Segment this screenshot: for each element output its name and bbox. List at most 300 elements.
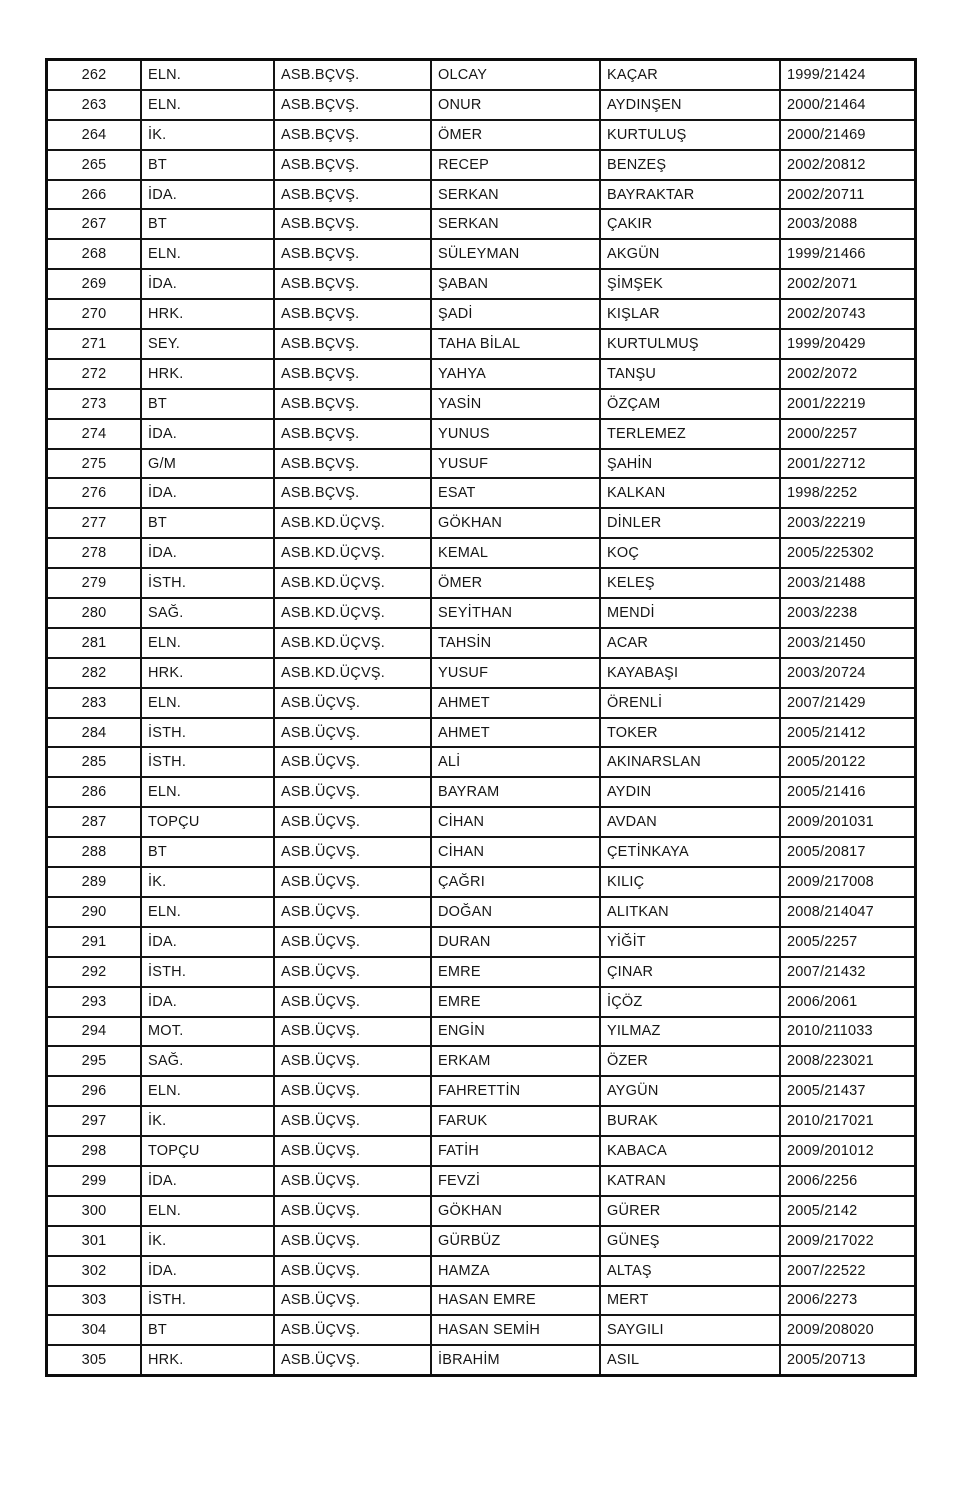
rank-cell: ASB.KD.ÜÇVŞ. (274, 568, 431, 598)
registry-number-cell: 2002/2071 (780, 269, 916, 299)
row-number-cell: 283 (47, 688, 142, 718)
row-number-cell: 287 (47, 807, 142, 837)
rank-cell: ASB.ÜÇVŞ. (274, 1166, 431, 1196)
first-name-cell: ÇAĞRI (431, 867, 600, 897)
first-name-cell: ÖMER (431, 568, 600, 598)
branch-cell: İK. (141, 120, 274, 150)
table-row (47, 239, 916, 269)
last-name-cell: KAYABAŞI (600, 658, 780, 688)
row-number-cell: 300 (47, 1196, 142, 1226)
table-row (47, 897, 916, 927)
registry-number-cell: 2001/22219 (780, 389, 916, 419)
rank-cell: ASB.KD.ÜÇVŞ. (274, 598, 431, 628)
rank-cell: ASB.KD.ÜÇVŞ. (274, 658, 431, 688)
personnel-table (45, 58, 917, 1377)
last-name-cell: AYGÜN (600, 1076, 780, 1106)
registry-number-cell: 2010/211033 (780, 1017, 916, 1047)
table-row (47, 628, 916, 658)
first-name-cell: HASAN EMRE (431, 1286, 600, 1316)
rank-cell: ASB.BÇVŞ. (274, 150, 431, 180)
row-number-cell: 271 (47, 329, 142, 359)
table-row (47, 1345, 916, 1375)
registry-number-cell: 2009/217008 (780, 867, 916, 897)
table-row (47, 658, 916, 688)
registry-number-cell: 2005/20817 (780, 837, 916, 867)
rank-cell: ASB.ÜÇVŞ. (274, 777, 431, 807)
table-body (47, 60, 916, 1376)
rank-cell: ASB.BÇVŞ. (274, 478, 431, 508)
table-row (47, 419, 916, 449)
table-row (47, 1286, 916, 1316)
first-name-cell: SEYİTHAN (431, 598, 600, 628)
first-name-cell: FEVZİ (431, 1166, 600, 1196)
branch-cell: TOPÇU (141, 807, 274, 837)
branch-cell: İDA. (141, 419, 274, 449)
table-row (47, 747, 916, 777)
branch-cell: HRK. (141, 359, 274, 389)
row-number-cell: 298 (47, 1136, 142, 1166)
last-name-cell: KATRAN (600, 1166, 780, 1196)
row-number-cell: 302 (47, 1256, 142, 1286)
last-name-cell: TERLEMEZ (600, 419, 780, 449)
row-number-cell: 269 (47, 269, 142, 299)
registry-number-cell: 2002/20711 (780, 180, 916, 210)
last-name-cell: ÇETİNKAYA (600, 837, 780, 867)
rank-cell: ASB.ÜÇVŞ. (274, 837, 431, 867)
registry-number-cell: 2009/208020 (780, 1315, 916, 1345)
first-name-cell: HASAN SEMİH (431, 1315, 600, 1345)
branch-cell: İSTH. (141, 747, 274, 777)
table-row (47, 1256, 916, 1286)
branch-cell: ELN. (141, 239, 274, 269)
branch-cell: HRK. (141, 658, 274, 688)
table-row (47, 1076, 916, 1106)
first-name-cell: YUNUS (431, 419, 600, 449)
registry-number-cell: 2002/20812 (780, 150, 916, 180)
last-name-cell: KILIÇ (600, 867, 780, 897)
rank-cell: ASB.ÜÇVŞ. (274, 1046, 431, 1076)
first-name-cell: ENGİN (431, 1017, 600, 1047)
row-number-cell: 292 (47, 957, 142, 987)
rank-cell: ASB.BÇVŞ. (274, 180, 431, 210)
first-name-cell: DOĞAN (431, 897, 600, 927)
rank-cell: ASB.BÇVŞ. (274, 239, 431, 269)
table-row (47, 1315, 916, 1345)
branch-cell: HRK. (141, 299, 274, 329)
row-number-cell: 305 (47, 1345, 142, 1375)
table-row (47, 389, 916, 419)
branch-cell: İK. (141, 867, 274, 897)
registry-number-cell: 2003/20724 (780, 658, 916, 688)
row-number-cell: 268 (47, 239, 142, 269)
registry-number-cell: 2007/22522 (780, 1256, 916, 1286)
first-name-cell: YAHYA (431, 359, 600, 389)
row-number-cell: 284 (47, 718, 142, 748)
last-name-cell: İÇÖZ (600, 987, 780, 1017)
registry-number-cell: 2005/20122 (780, 747, 916, 777)
rank-cell: ASB.BÇVŞ. (274, 90, 431, 120)
rank-cell: ASB.ÜÇVŞ. (274, 1226, 431, 1256)
registry-number-cell: 2002/2072 (780, 359, 916, 389)
registry-number-cell: 2000/21464 (780, 90, 916, 120)
first-name-cell: HAMZA (431, 1256, 600, 1286)
rank-cell: ASB.BÇVŞ. (274, 449, 431, 479)
table-row (47, 299, 916, 329)
row-number-cell: 277 (47, 508, 142, 538)
table-row (47, 688, 916, 718)
first-name-cell: DURAN (431, 927, 600, 957)
last-name-cell: BURAK (600, 1106, 780, 1136)
first-name-cell: EMRE (431, 987, 600, 1017)
row-number-cell: 272 (47, 359, 142, 389)
registry-number-cell: 1999/21424 (780, 60, 916, 90)
rank-cell: ASB.ÜÇVŞ. (274, 1286, 431, 1316)
row-number-cell: 275 (47, 449, 142, 479)
first-name-cell: AHMET (431, 688, 600, 718)
row-number-cell: 299 (47, 1166, 142, 1196)
table-row (47, 478, 916, 508)
branch-cell: İSTH. (141, 718, 274, 748)
row-number-cell: 279 (47, 568, 142, 598)
branch-cell: ELN. (141, 628, 274, 658)
last-name-cell: BAYRAKTAR (600, 180, 780, 210)
registry-number-cell: 2009/217022 (780, 1226, 916, 1256)
last-name-cell: YİĞİT (600, 927, 780, 957)
table-row (47, 1017, 916, 1047)
row-number-cell: 282 (47, 658, 142, 688)
branch-cell: İDA. (141, 538, 274, 568)
last-name-cell: ŞİMŞEK (600, 269, 780, 299)
registry-number-cell: 1999/20429 (780, 329, 916, 359)
registry-number-cell: 2005/21416 (780, 777, 916, 807)
table-row (47, 837, 916, 867)
rank-cell: ASB.ÜÇVŞ. (274, 1136, 431, 1166)
registry-number-cell: 2007/21432 (780, 957, 916, 987)
table-row (47, 449, 916, 479)
row-number-cell: 294 (47, 1017, 142, 1047)
table-row (47, 718, 916, 748)
first-name-cell: FAHRETTİN (431, 1076, 600, 1106)
table-row (47, 269, 916, 299)
first-name-cell: YASİN (431, 389, 600, 419)
rank-cell: ASB.BÇVŞ. (274, 329, 431, 359)
row-number-cell: 273 (47, 389, 142, 419)
first-name-cell: ESAT (431, 478, 600, 508)
branch-cell: BT (141, 508, 274, 538)
row-number-cell: 267 (47, 209, 142, 239)
last-name-cell: YILMAZ (600, 1017, 780, 1047)
rank-cell: ASB.ÜÇVŞ. (274, 718, 431, 748)
row-number-cell: 291 (47, 927, 142, 957)
first-name-cell: AHMET (431, 718, 600, 748)
branch-cell: MOT. (141, 1017, 274, 1047)
branch-cell: ELN. (141, 688, 274, 718)
last-name-cell: ASIL (600, 1345, 780, 1375)
last-name-cell: ACAR (600, 628, 780, 658)
rank-cell: ASB.BÇVŞ. (274, 389, 431, 419)
row-number-cell: 263 (47, 90, 142, 120)
registry-number-cell: 2003/21450 (780, 628, 916, 658)
row-number-cell: 264 (47, 120, 142, 150)
table-row (47, 1106, 916, 1136)
branch-cell: ELN. (141, 60, 274, 90)
branch-cell: ELN. (141, 1076, 274, 1106)
registry-number-cell: 2000/21469 (780, 120, 916, 150)
last-name-cell: KAÇAR (600, 60, 780, 90)
branch-cell: BT (141, 837, 274, 867)
rank-cell: ASB.ÜÇVŞ. (274, 957, 431, 987)
row-number-cell: 266 (47, 180, 142, 210)
last-name-cell: TANŞU (600, 359, 780, 389)
branch-cell: HRK. (141, 1345, 274, 1375)
rank-cell: ASB.ÜÇVŞ. (274, 1196, 431, 1226)
last-name-cell: DİNLER (600, 508, 780, 538)
registry-number-cell: 2008/214047 (780, 897, 916, 927)
first-name-cell: YUSUF (431, 658, 600, 688)
table-row (47, 1046, 916, 1076)
table-row (47, 867, 916, 897)
rank-cell: ASB.ÜÇVŞ. (274, 1315, 431, 1345)
first-name-cell: FATİH (431, 1136, 600, 1166)
registry-number-cell: 2003/21488 (780, 568, 916, 598)
table-row (47, 987, 916, 1017)
first-name-cell: OLCAY (431, 60, 600, 90)
first-name-cell: CİHAN (431, 837, 600, 867)
branch-cell: İDA. (141, 1166, 274, 1196)
last-name-cell: ALITKAN (600, 897, 780, 927)
rank-cell: ASB.ÜÇVŞ. (274, 1106, 431, 1136)
table-row (47, 508, 916, 538)
last-name-cell: KALKAN (600, 478, 780, 508)
last-name-cell: KABACA (600, 1136, 780, 1166)
row-number-cell: 301 (47, 1226, 142, 1256)
last-name-cell: KOÇ (600, 538, 780, 568)
first-name-cell: YUSUF (431, 449, 600, 479)
last-name-cell: SAYGILI (600, 1315, 780, 1345)
registry-number-cell: 2002/20743 (780, 299, 916, 329)
registry-number-cell: 2005/21412 (780, 718, 916, 748)
table-row (47, 209, 916, 239)
first-name-cell: ALİ (431, 747, 600, 777)
last-name-cell: ÇAKIR (600, 209, 780, 239)
rank-cell: ASB.ÜÇVŞ. (274, 807, 431, 837)
table-row (47, 120, 916, 150)
first-name-cell: CİHAN (431, 807, 600, 837)
rank-cell: ASB.ÜÇVŞ. (274, 1256, 431, 1286)
table-row (47, 598, 916, 628)
registry-number-cell: 2005/20713 (780, 1345, 916, 1375)
registry-number-cell: 2009/201012 (780, 1136, 916, 1166)
first-name-cell: ŞABAN (431, 269, 600, 299)
registry-number-cell: 2006/2273 (780, 1286, 916, 1316)
rank-cell: ASB.ÜÇVŞ. (274, 987, 431, 1017)
rank-cell: ASB.ÜÇVŞ. (274, 688, 431, 718)
last-name-cell: ÖRENLİ (600, 688, 780, 718)
last-name-cell: AKGÜN (600, 239, 780, 269)
first-name-cell: GÖKHAN (431, 1196, 600, 1226)
registry-number-cell: 2006/2256 (780, 1166, 916, 1196)
table-row (47, 1226, 916, 1256)
row-number-cell: 281 (47, 628, 142, 658)
rank-cell: ASB.ÜÇVŞ. (274, 1076, 431, 1106)
first-name-cell: TAHA BİLAL (431, 329, 600, 359)
registry-number-cell: 2005/2257 (780, 927, 916, 957)
last-name-cell: MERT (600, 1286, 780, 1316)
row-number-cell: 293 (47, 987, 142, 1017)
registry-number-cell: 2003/2088 (780, 209, 916, 239)
branch-cell: SAĞ. (141, 1046, 274, 1076)
last-name-cell: AVDAN (600, 807, 780, 837)
rank-cell: ASB.BÇVŞ. (274, 120, 431, 150)
first-name-cell: TAHSİN (431, 628, 600, 658)
rank-cell: ASB.ÜÇVŞ. (274, 1017, 431, 1047)
branch-cell: İSTH. (141, 568, 274, 598)
rank-cell: ASB.ÜÇVŞ. (274, 897, 431, 927)
rank-cell: ASB.BÇVŞ. (274, 299, 431, 329)
branch-cell: G/M (141, 449, 274, 479)
last-name-cell: AKINARSLAN (600, 747, 780, 777)
branch-cell: İSTH. (141, 1286, 274, 1316)
row-number-cell: 285 (47, 747, 142, 777)
rank-cell: ASB.ÜÇVŞ. (274, 927, 431, 957)
table-row (47, 329, 916, 359)
row-number-cell: 265 (47, 150, 142, 180)
last-name-cell: MENDİ (600, 598, 780, 628)
table-row (47, 1166, 916, 1196)
table-row (47, 1196, 916, 1226)
registry-number-cell: 2008/223021 (780, 1046, 916, 1076)
row-number-cell: 288 (47, 837, 142, 867)
branch-cell: İK. (141, 1226, 274, 1256)
first-name-cell: GÜRBÜZ (431, 1226, 600, 1256)
first-name-cell: İBRAHİM (431, 1345, 600, 1375)
last-name-cell: GÜNEŞ (600, 1226, 780, 1256)
table-row (47, 180, 916, 210)
last-name-cell: GÜRER (600, 1196, 780, 1226)
row-number-cell: 295 (47, 1046, 142, 1076)
row-number-cell: 286 (47, 777, 142, 807)
branch-cell: İDA. (141, 180, 274, 210)
branch-cell: BT (141, 389, 274, 419)
first-name-cell: ERKAM (431, 1046, 600, 1076)
branch-cell: BT (141, 150, 274, 180)
table-row (47, 777, 916, 807)
branch-cell: ELN. (141, 1196, 274, 1226)
registry-number-cell: 1998/2252 (780, 478, 916, 508)
first-name-cell: SERKAN (431, 180, 600, 210)
branch-cell: İDA. (141, 927, 274, 957)
rank-cell: ASB.ÜÇVŞ. (274, 867, 431, 897)
rank-cell: ASB.KD.ÜÇVŞ. (274, 508, 431, 538)
first-name-cell: ONUR (431, 90, 600, 120)
last-name-cell: TOKER (600, 718, 780, 748)
table-row (47, 60, 916, 90)
branch-cell: BT (141, 209, 274, 239)
last-name-cell: ÖZER (600, 1046, 780, 1076)
last-name-cell: ŞAHİN (600, 449, 780, 479)
row-number-cell: 297 (47, 1106, 142, 1136)
table-row (47, 568, 916, 598)
row-number-cell: 290 (47, 897, 142, 927)
last-name-cell: KIŞLAR (600, 299, 780, 329)
last-name-cell: ÇINAR (600, 957, 780, 987)
row-number-cell: 276 (47, 478, 142, 508)
registry-number-cell: 2003/22219 (780, 508, 916, 538)
first-name-cell: ŞADİ (431, 299, 600, 329)
first-name-cell: KEMAL (431, 538, 600, 568)
registry-number-cell: 2000/2257 (780, 419, 916, 449)
branch-cell: TOPÇU (141, 1136, 274, 1166)
row-number-cell: 262 (47, 60, 142, 90)
table-row (47, 927, 916, 957)
table-row (47, 807, 916, 837)
rank-cell: ASB.KD.ÜÇVŞ. (274, 628, 431, 658)
registry-number-cell: 2005/225302 (780, 538, 916, 568)
rank-cell: ASB.BÇVŞ. (274, 269, 431, 299)
row-number-cell: 303 (47, 1286, 142, 1316)
table-row (47, 1136, 916, 1166)
row-number-cell: 280 (47, 598, 142, 628)
last-name-cell: AYDIN (600, 777, 780, 807)
rank-cell: ASB.BÇVŞ. (274, 419, 431, 449)
first-name-cell: GÖKHAN (431, 508, 600, 538)
branch-cell: İDA. (141, 987, 274, 1017)
rank-cell: ASB.BÇVŞ. (274, 209, 431, 239)
registry-number-cell: 2009/201031 (780, 807, 916, 837)
registry-number-cell: 2003/2238 (780, 598, 916, 628)
table-row (47, 359, 916, 389)
branch-cell: ELN. (141, 777, 274, 807)
first-name-cell: SERKAN (431, 209, 600, 239)
last-name-cell: ALTAŞ (600, 1256, 780, 1286)
rank-cell: ASB.ÜÇVŞ. (274, 747, 431, 777)
row-number-cell: 274 (47, 419, 142, 449)
table-row (47, 538, 916, 568)
registry-number-cell: 2007/21429 (780, 688, 916, 718)
branch-cell: İDA. (141, 1256, 274, 1286)
table-row (47, 150, 916, 180)
first-name-cell: ÖMER (431, 120, 600, 150)
first-name-cell: EMRE (431, 957, 600, 987)
last-name-cell: AYDINŞEN (600, 90, 780, 120)
branch-cell: İSTH. (141, 957, 274, 987)
rank-cell: ASB.BÇVŞ. (274, 359, 431, 389)
last-name-cell: KURTULMUŞ (600, 329, 780, 359)
table-row (47, 90, 916, 120)
registry-number-cell: 2005/2142 (780, 1196, 916, 1226)
first-name-cell: SÜLEYMAN (431, 239, 600, 269)
branch-cell: ELN. (141, 897, 274, 927)
row-number-cell: 296 (47, 1076, 142, 1106)
branch-cell: İK. (141, 1106, 274, 1136)
row-number-cell: 289 (47, 867, 142, 897)
registry-number-cell: 2006/2061 (780, 987, 916, 1017)
last-name-cell: ÖZÇAM (600, 389, 780, 419)
branch-cell: İDA. (141, 478, 274, 508)
branch-cell: BT (141, 1315, 274, 1345)
last-name-cell: KURTULUŞ (600, 120, 780, 150)
branch-cell: İDA. (141, 269, 274, 299)
first-name-cell: RECEP (431, 150, 600, 180)
registry-number-cell: 1999/21466 (780, 239, 916, 269)
branch-cell: ELN. (141, 90, 274, 120)
last-name-cell: BENZEŞ (600, 150, 780, 180)
table-row (47, 957, 916, 987)
rank-cell: ASB.KD.ÜÇVŞ. (274, 538, 431, 568)
registry-number-cell: 2001/22712 (780, 449, 916, 479)
row-number-cell: 304 (47, 1315, 142, 1345)
row-number-cell: 270 (47, 299, 142, 329)
